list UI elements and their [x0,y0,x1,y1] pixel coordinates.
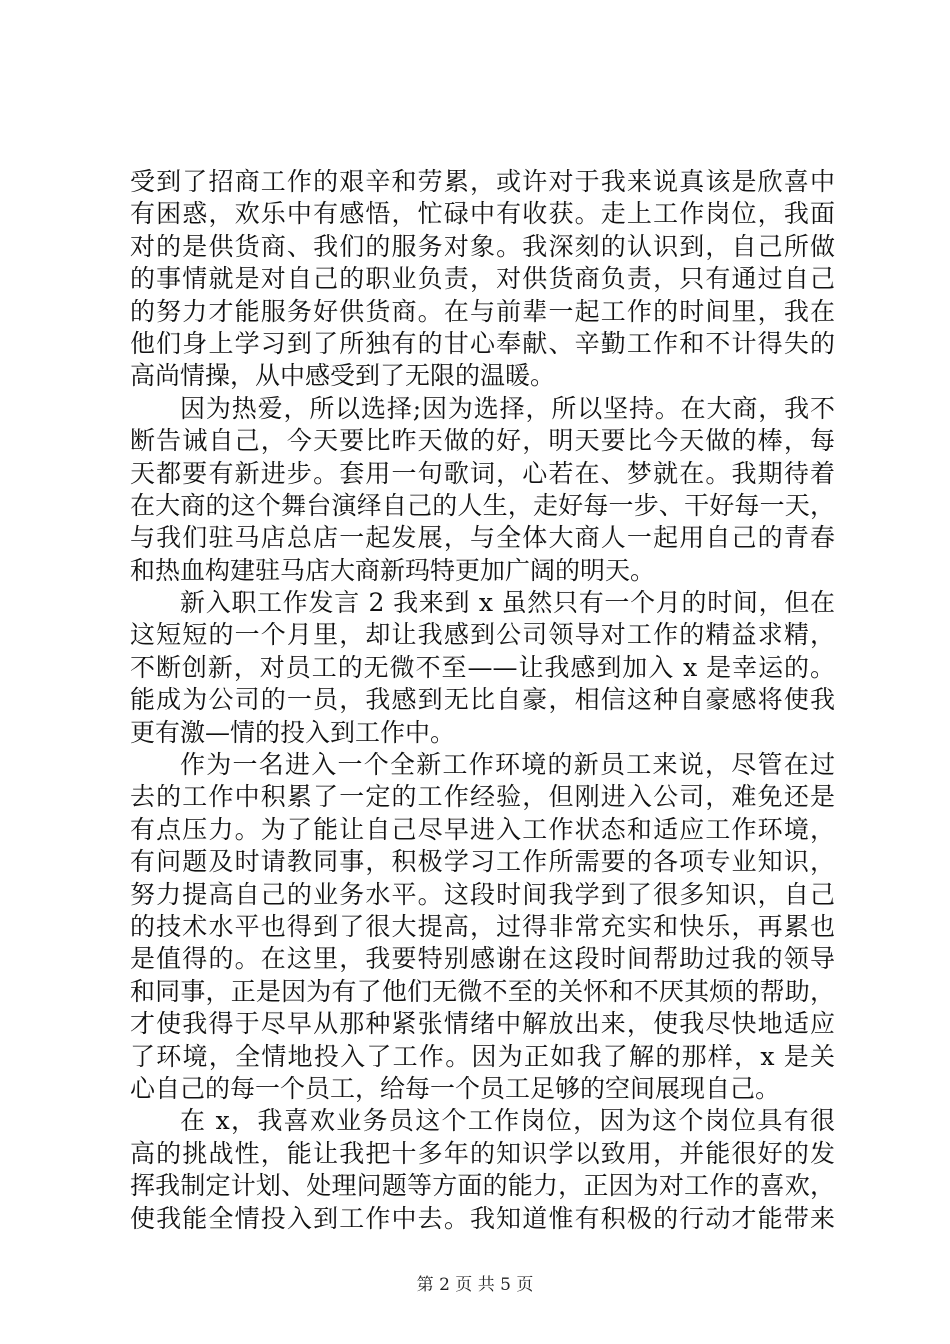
text-line: 了环境，全情地投入了工作。因为正如我了解的那样，x 是关 [130,1041,835,1071]
text-line: 有困惑，欢乐中有感悟，忙碌中有收获。走上工作岗位，我面 [130,199,835,229]
text-line: 与我们驻马店总店一起发展，与全体大商人一起用自己的青春 [130,523,835,553]
text-line: 能成为公司的一员，我感到无比自豪，相信这种自豪感将使我 [130,685,835,715]
text-line: 这短短的一个月里，却让我感到公司领导对工作的精益求精， [130,620,835,650]
text-line: 有点压力。为了能让自己尽早进入工作状态和适应工作环境， [130,814,835,844]
paragraph-start-line: 因为热爱，所以选择;因为选择，所以坚持。在大商，我不 [180,393,835,423]
page-footer: 第 2 页 共 5 页 [416,1275,534,1295]
text-line: 努力提高自己的业务水平。这段时间我学到了很多知识，自己 [130,879,835,909]
text-line: 挥我制定计划、处理问题等方面的能力，正因为对工作的喜欢， [130,1171,835,1201]
text-line: 对的是供货商、我们的服务对象。我深刻的认识到，自己所做 [130,231,835,261]
text-line: 他们身上学习到了所独有的甘心奉献、辛勤工作和不计得失的 [130,328,835,358]
text-line: 不断创新，对员工的无微不至——让我感到加入 x 是幸运的。 [130,652,835,682]
text-line: 断告诫自己，今天要比昨天做的好，明天要比今天做的棒，每 [130,426,835,456]
text-line: 受到了招商工作的艰辛和劳累，或许对于我来说真该是欣喜中 [130,167,835,196]
text-line: 天都要有新进步。套用一句歌词，心若在、梦就在。我期待着 [130,458,835,488]
paragraph-start-line: 新入职工作发言 2 我来到 x 虽然只有一个月的时间，但在 [180,588,835,618]
text-line: 的努力才能服务好供货商。在与前辈一起工作的时间里，我在 [130,296,835,326]
text-line: 的事情就是对自己的职业负责，对供货商负责，只有通过自己 [130,264,835,294]
text-line: 更有激—情的投入到工作中。 [130,717,456,747]
text-line: 去的工作中积累了一定的工作经验，但刚进入公司，难免还是 [130,782,835,812]
text-line: 的技术水平也得到了很大提高，过得非常充实和快乐，再累也 [130,911,835,941]
paragraph-start-line: 作为一名进入一个全新工作环境的新员工来说，尽管在过 [180,750,835,780]
text-line: 使我能全情投入到工作中去。我知道惟有积极的行动才能带来 [130,1203,835,1233]
text-line: 高尚情操，从中感受到了无限的温暖。 [130,361,556,391]
paragraph-start-line: 在 x，我喜欢业务员这个工作岗位，因为这个岗位具有很 [180,1106,835,1136]
text-line: 和同事，正是因为有了他们无微不至的关怀和不厌其烦的帮助， [130,976,835,1006]
text-line: 才使我得于尽早从那种紧张情绪中解放出来，使我尽快地适应 [130,1009,835,1039]
text-line: 心自己的每一个员工，给每一个员工足够的空间展现自己。 [130,1073,781,1103]
text-line: 和热血构建驻马店大商新玛特更加广阔的明天。 [130,555,656,585]
text-line: 有问题及时请教同事，积极学习工作所需要的各项专业知识， [130,847,835,877]
text-line: 是值得的。在这里，我要特别感谢在这段时间帮助过我的领导 [130,944,835,974]
body-text [130,166,835,1235]
text-line: 高的挑战性，能让我把十多年的知识学以致用，并能很好的发 [130,1138,835,1168]
text-line: 在大商的这个舞台演绎自己的人生，走好每一步、干好每一天， [130,490,835,520]
